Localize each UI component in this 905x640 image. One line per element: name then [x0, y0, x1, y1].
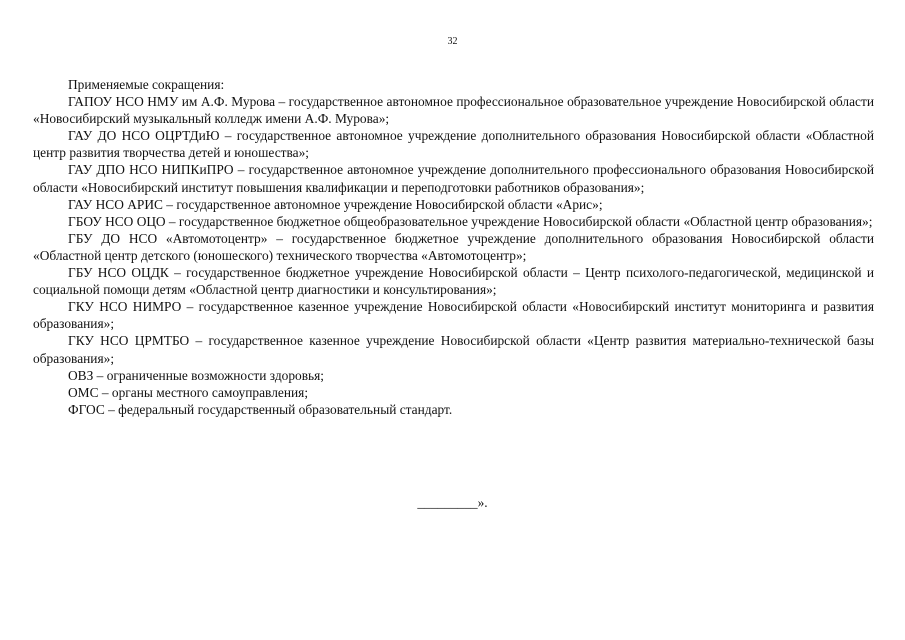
abbreviation-gau-dpo-nso-nipkipro: ГАУ ДПО НСО НИПКиПРО – государственное автономное учреждение дополнительного профессионального образования Новосибирской области «Новосибирский институт повышения квалификации и переподготовки работников образования»; — [33, 162, 874, 195]
abbreviations-section — [33, 76, 874, 418]
abbreviation-gau-nso-aris: ГАУ НСО АРИС – государственное автономное учреждение Новосибирской области «Арис»; — [68, 196, 603, 212]
abbreviation-gbou-nso-oco: ГБОУ НСО ОЦО – государственное бюджетное общеобразовательное учреждение Новосибирской области «Областной центр образования»; — [68, 213, 873, 229]
abbreviation-oms: ОМС – органы местного самоуправления; — [68, 384, 309, 400]
abbreviation-gku-nso-crmtbo: ГКУ НСО ЦРМТБО – государственное казенное учреждение Новосибирской области «Центр развития материально-технической базы образования»; — [33, 333, 874, 366]
abbreviation-gapou-nso-nmu: ГАПОУ НСО НМУ им А.Ф. Мурова – государственное автономное профессиональное образовательное учреждение Новосибирской области «Новосибирский музыкальный колледж имени А.Ф. Мурова»; — [33, 94, 874, 127]
abbreviation-gbu-nso-ocdk: ГБУ НСО ОЦДК – государственное бюджетное учреждение Новосибирской области – Центр психолого-педагогической, медицинской и социальной помощи детям «Областной центр диагностики и консультирования»; — [33, 265, 874, 298]
abbreviation-gau-do-nso-ocrtdiyu: ГАУ ДО НСО ОЦРТДиЮ – государственное автономное учреждение дополнительного образования Новосибирской области «Областной центр развития творчества детей и юношества»; — [33, 128, 874, 161]
abbreviation-ovz: ОВЗ – ограниченные возможности здоровья; — [68, 367, 325, 383]
abbreviation-fgos: ФГОС – федеральный государственный образовательный стандарт. — [68, 401, 453, 417]
abbreviation-gku-nso-nimro: ГКУ НСО НИМРО – государственное казенное учреждение Новосибирской области «Новосибирский институт мониторинга и развития образования»; — [33, 299, 874, 332]
abbreviation-gbu-do-nso-avtomotocentr: ГБУ ДО НСО «Автомотоцентр» – государственное бюджетное учреждение дополнительного образования Новосибирской области «Областной центр детского (юношеского) технического творчества «Автомотоцентр»; — [33, 230, 874, 263]
page-number: 32 — [447, 36, 458, 47]
abbreviations-heading: Применяемые сокращения: — [68, 77, 225, 92]
closing-mark: _________». — [417, 495, 488, 510]
